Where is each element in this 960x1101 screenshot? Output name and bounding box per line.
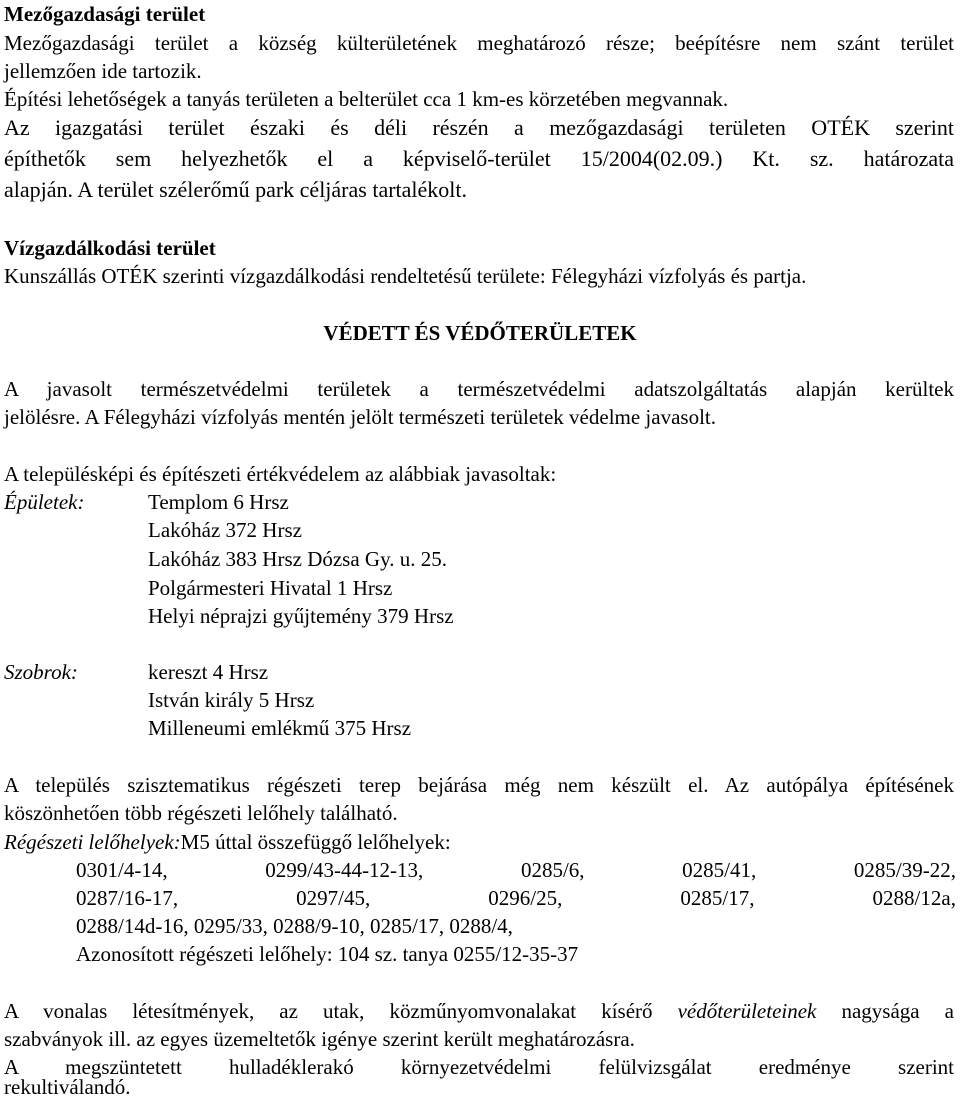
archaeology-identified-site: Azonosított régészeti lelőhely: 104 sz. tanya 0255/12-35-37 [76,942,579,966]
site-number: 0287/16-17, [76,886,179,910]
statues-label: Szobrok: [4,660,78,684]
landfill-line2: rekultiválandó. [4,1075,131,1099]
site-number: 0285/41, [682,858,757,882]
linear-facilities-italic: védőterületeinek [677,999,817,1023]
building-item: Lakóház 383 Hrsz Dózsa Gy. u. 25. [148,547,447,571]
buildings-label: Épületek: [4,490,85,514]
landfill-line1: A megszüntetett hulladéklerakó környezetvédelmi felülvizsgálat eredménye szerint [4,1055,954,1079]
water-para1: Kunszállás OTÉK szerinti vízgazdálkodási rendeltetésű területe: Félegyházi vízfolyás és partja. [4,264,807,288]
agricultural-para1-line2: jellemzően ide tartozik. [4,59,202,83]
protected-para2: A településképi és építészeti értékvédelem az alábbiak javasoltak: [4,462,557,486]
linear-facilities-line2: szabványok ill. az egyes üzemeltetők igénye szerint került meghatározásra. [4,1027,635,1051]
archaeology-sites-row [76,856,956,884]
statue-item: Milleneumi emlékmű 375 Hrsz [148,716,412,740]
statue-item: kereszt 4 Hrsz [148,660,269,684]
agricultural-para1-line1: Mezőgazdasági terület a község külterületének meghatározó része; beépítésre nem szánt terület [4,31,954,55]
protected-para1-line2: jelölésre. A Félegyházi vízfolyás mentén jelölt természeti területek védelme javasolt. [4,405,717,429]
linear-facilities-line1 [4,997,954,1025]
site-number: 0301/4-14, [76,858,168,882]
archaeology-sites-label-rest: M5 úttal összefüggő lelőhelyek: [180,830,451,854]
building-item: Helyi néprajzi gyűjtemény 379 Hrsz [148,604,454,628]
archaeology-sites-row3: 0288/14d-16, 0295/33, 0288/9-10, 0285/17, 0288/4, [76,914,513,938]
archaeology-sites-label: Régészeti lelőhelyek: [4,830,181,854]
section-title-water: Vízgazdálkodási terület [4,236,216,260]
site-number: 0288/12a, [872,886,956,910]
site-number: 0285/17, [680,886,755,910]
building-item: Lakóház 372 Hrsz [148,518,302,542]
section-title-agricultural: Mezőgazdasági terület [4,2,206,26]
building-item: Polgármesteri Hivatal 1 Hrsz [148,576,393,600]
site-number: 0285/39-22, [853,858,956,882]
building-item: Templom 6 Hrsz [148,490,289,514]
statue-item: István király 5 Hrsz [148,688,315,712]
agricultural-para2: Építési lehetőségek a tanyás területen a belterület cca 1 km-es körzetében megvannak. [4,87,729,111]
agricultural-para3-line1: Az igazgatási terület északi és déli részén a mezőgazdasági területen OTÉK szerint [4,115,954,140]
site-number: 0296/25, [488,886,563,910]
agricultural-para3-line2: építhetők sem helyezhetők el a képviselő-terület 15/2004(02.09.) Kt. sz. határozata [4,146,954,171]
site-number: 0297/45, [296,886,371,910]
archaeology-sites-row [76,884,956,912]
site-number: 0285/6, [520,858,585,882]
linear-facilities-text-b: nagysága a [841,999,955,1023]
site-number: 0299/43-44-12-13, [265,858,424,882]
archaeology-para1-line2: köszönhetően több régészeti lelőhely található. [4,801,398,825]
archaeology-sites-heading [4,828,451,856]
agricultural-para3-line3: alapján. A terület szélerőmű park céljáras tartalékolt. [4,177,468,202]
linear-facilities-text-a: A vonalas létesítmények, az utak, közműnyomvonalakat kísérő [4,999,653,1023]
protected-para1-line1: A javasolt természetvédelmi területek a természetvédelmi adatszolgáltatás alapján kerültek [4,377,954,401]
section-title-protected: VÉDETT ÉS VÉDŐTERÜLETEK [323,321,637,345]
archaeology-para1-line1: A település szisztematikus régészeti terep bejárása még nem készült el. Az autópálya építésének [4,773,954,797]
